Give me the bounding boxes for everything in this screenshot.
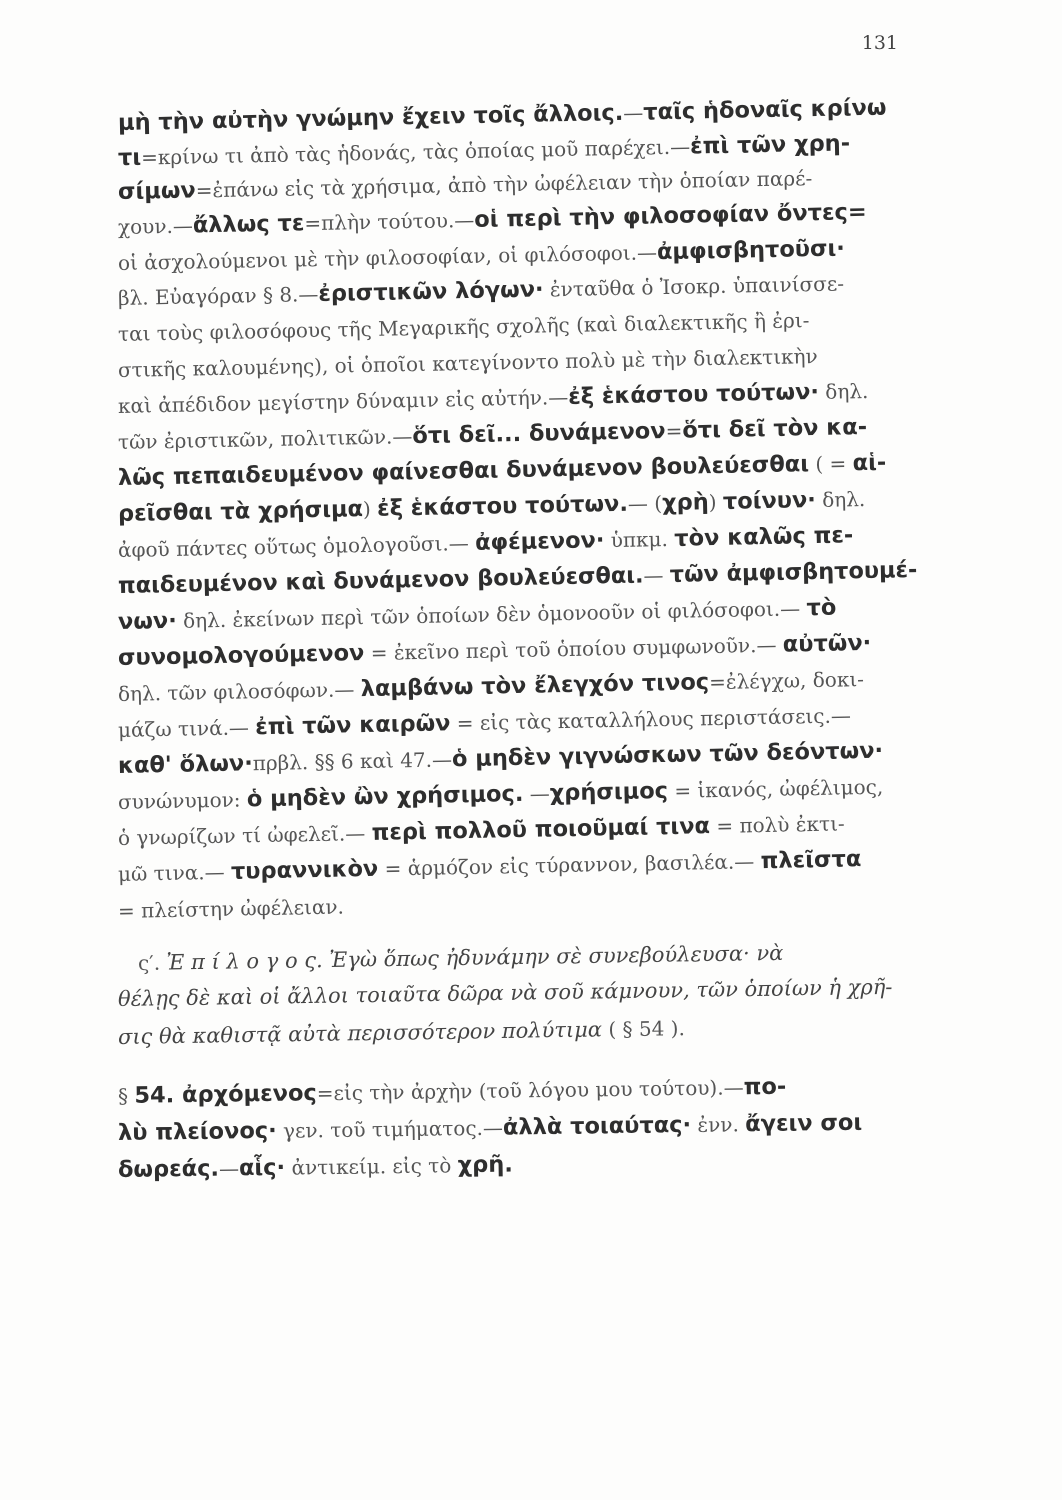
bold-term: ἐπὶ τῶν καιρῶν	[255, 710, 451, 741]
gloss-text: ὑπκμ.	[604, 526, 675, 553]
bold-term: αἷς·	[238, 1154, 286, 1182]
gloss-text: =πλὴν τούτου.—	[304, 207, 475, 236]
gloss-text: δηλ.	[815, 487, 866, 512]
italic-text: σις θὰ καθιστᾷ αὐτὰ περισσότερον πολύτιμα	[117, 1017, 603, 1049]
gloss-text: )	[708, 489, 724, 515]
italic-text: Ἐ π ί λ ο γ ο ς. Ἐγὼ ὅπως ἠδυνάμην σὲ συνεβούλευσα· νὰ	[166, 940, 784, 975]
bold-term: συνομολογούμενον	[117, 640, 365, 671]
gloss-text: = ἐκεῖνο περὶ τοῦ ὁποίου συμφωνοῦν.—	[364, 632, 784, 666]
bold-term: ὁ μηδὲν γιγνώσκων τῶν δεόντων·	[451, 737, 884, 773]
epilogue-line	[118, 971, 918, 1014]
gloss-text: —	[623, 100, 644, 125]
gloss-text: δηλ.	[818, 378, 869, 404]
gloss-text: —	[643, 562, 670, 588]
gloss-text: =κρίνω τι ἀπὸ τὰς ἡδονάς, τὰς ὁποίας μοῦ παρέχει.—	[140, 134, 691, 170]
gloss-text: χουν.—	[117, 213, 194, 239]
bold-term: καθ' ὅλων·	[117, 750, 253, 779]
gloss-text: μῶ τινα.—	[117, 859, 232, 886]
gloss-text: στικῆς καλουμένης), οἱ ὁποῖοι κατεγίνοντο πολὺ μὲ τὴν διαλεκτικὴν	[117, 343, 818, 382]
gloss-text: =ἐλέγχω, δοκι-	[708, 667, 865, 695]
bold-term: ἐπὶ τῶν χρη-	[689, 130, 851, 160]
bold-term: τὸ	[806, 594, 837, 622]
bold-term: ἄγειν σοι	[745, 1109, 863, 1138]
gloss-text: ( § 54 ).	[601, 1016, 686, 1042]
gloss-text: ται τοὺς φιλοσόφους τῆς Μεγαρικῆς σχολῆς (καὶ διαλεκτικῆς ἢ ἐρι-	[117, 308, 810, 346]
bold-term: τυραννικὸν	[230, 855, 379, 885]
gloss-text: = ἁρμόζον εἰς τύραννον, βασιλέα.—	[377, 849, 761, 881]
gloss-text: συνώνυμον:	[117, 787, 248, 814]
bold-term: μὴ τὴν αὐτὴν γνώμην ἔχειν τοῖς ἄλλοις.	[117, 99, 624, 136]
gloss-text: οἱ ἀσχολούμενοι μὲ τὴν φιλοσοφίαν, οἱ φιλόσοφοι.—	[117, 240, 658, 275]
bold-term: ἀμφισβητοῦσι·	[656, 235, 846, 266]
gloss-text: ς′.	[137, 950, 167, 975]
gloss-text: δηλ. τῶν φιλοσόφων.—	[117, 677, 361, 706]
bold-term: πο-	[743, 1073, 787, 1101]
commentary-line	[118, 880, 918, 926]
gloss-text: μάζω τινά.—	[117, 715, 256, 742]
bold-term: σίμων	[117, 177, 196, 205]
gloss-text: = πολὺ ἐκτι-	[709, 811, 845, 839]
bold-term: τι	[117, 144, 142, 171]
bold-term: ἀλλὰ τοιαύτας·	[502, 1111, 692, 1141]
gloss-text: )	[362, 496, 378, 522]
gloss-text: — (	[627, 491, 663, 516]
section54-line	[118, 1107, 918, 1148]
bold-term: τῶν ἀμφισβητουμέ-	[669, 556, 918, 588]
gloss-text: δηλ. ἐκείνων περὶ τῶν ὁποίων δὲν ὁμονοοῦν οἱ φιλόσοφοι.—	[176, 596, 807, 633]
bold-term: ἀφέμενον·	[474, 527, 605, 556]
gloss-text: =	[665, 418, 683, 444]
gloss-text: = ἱκανός, ὠφέλιμος,	[667, 774, 884, 803]
bold-term: τοίνυν·	[722, 486, 817, 515]
bold-term: ὅτι δεῖ... δυνάμενον	[412, 418, 666, 450]
bold-term: χρήσιμος	[549, 777, 669, 807]
gloss-text: ἀφοῦ πάντες οὕτως ὁμολογοῦσι.—	[117, 530, 476, 562]
bold-term: ταῖς ἡδοναῖς κρίνω	[643, 94, 887, 126]
italic-text: θέλῃς δὲ καὶ οἱ ἄλλοι τοιαῦτα δῶρα νὰ σοῦ κάμνουν, τῶν ὁποίων ἡ χρῆ-	[117, 974, 893, 1011]
gloss-text: βλ. Εὐαγόραν § 8.—	[117, 281, 319, 310]
bold-term: λαμβάνω τὸν ἔλεγχόν τινος	[360, 669, 710, 703]
bold-term: χρὴ	[661, 489, 709, 517]
gloss-text: ἐνταῦθα ὁ Ἰσοκρ. ὑπαινίσσε-	[543, 271, 845, 302]
epilogue-line	[118, 1009, 918, 1052]
gloss-text: τῶν ἐριστικῶν, πολιτικῶν.—	[117, 424, 413, 454]
bold-term: ὅτι δεῖ τὸν κα-	[682, 413, 868, 444]
gloss-text: —	[218, 1156, 240, 1181]
bold-term: 54. ἀρχόμενος	[134, 1080, 317, 1109]
gloss-text: =εἰς τὴν ἀρχὴν (τοῦ λόγου μου τούτου).—	[316, 1075, 744, 1106]
bold-term: οἱ περὶ τὴν φιλοσοφίαν ὄντες=	[474, 198, 867, 233]
bold-term: πλεῖστα	[760, 846, 862, 875]
gloss-text: ἀντικείμ. εἰς τὸ	[284, 1153, 458, 1180]
bold-term: ὁ μηδὲν ὢν χρήσιμος.	[246, 780, 524, 813]
bold-term: νων·	[117, 607, 178, 635]
bold-term: περὶ πολλοῦ ποιοῦμαί τινα	[371, 813, 711, 846]
bold-term: αἱ-	[852, 449, 887, 477]
gloss-text: ἐνν.	[690, 1112, 746, 1137]
gloss-text: ( =	[808, 451, 853, 477]
gloss-text: = πλείστην ὠφέλειαν.	[117, 894, 345, 923]
bold-term: τὸν καλῶς πε-	[673, 522, 854, 552]
bold-term: ἄλλως τε	[192, 210, 305, 239]
bold-term: ἐξ ἑκάστου τούτων·	[567, 378, 820, 410]
gloss-text: §	[117, 1083, 135, 1108]
bold-term: λὺ πλείονος·	[117, 1117, 277, 1146]
gloss-text: =ἐπάνω εἰς τὰ χρήσιμα, ἀπὸ τὴν ὠφέλειαν τὴν ὁποίαν παρέ-	[195, 166, 813, 203]
bold-term: αὐτῶν·	[782, 629, 872, 658]
gloss-text: καὶ ἀπέδιδον μεγίστην δύναμιν εἰς αὐτήν.—	[117, 384, 569, 418]
bold-term: χρῆ.	[457, 1151, 514, 1179]
gloss-text: —	[523, 781, 550, 806]
gloss-text: ὁ γνωρίζων τί ὠφελεῖ.—	[117, 820, 372, 850]
page-number: 131	[861, 32, 898, 54]
bold-term: ἐριστικῶν λόγων·	[318, 276, 544, 307]
gloss-text: γεν. τοῦ τιμήματος.—	[276, 1115, 504, 1143]
gloss-text: = εἰς τὰς καταλλήλους περιστάσεις.—	[450, 703, 852, 736]
epilogue-line	[138, 935, 938, 978]
gloss-text: πρβλ. §§ 6 καὶ 47.—	[252, 747, 453, 776]
section54-line	[118, 1144, 918, 1185]
bold-term: ἐξ ἑκάστου τούτων.	[376, 490, 629, 522]
bold-term: παιδευμένον καὶ δυνάμενον βουλεύεσθαι.	[117, 562, 644, 599]
section54-line	[118, 1070, 918, 1111]
bold-term: λῶς πεπαιδευμένον φαίνεσθαι δυνάμενον βουλεύεσθαι	[117, 451, 810, 491]
bold-term: ρεῖσθαι τὰ χρήσιμα	[117, 496, 364, 527]
bold-term: δωρεάς.	[117, 1155, 220, 1183]
